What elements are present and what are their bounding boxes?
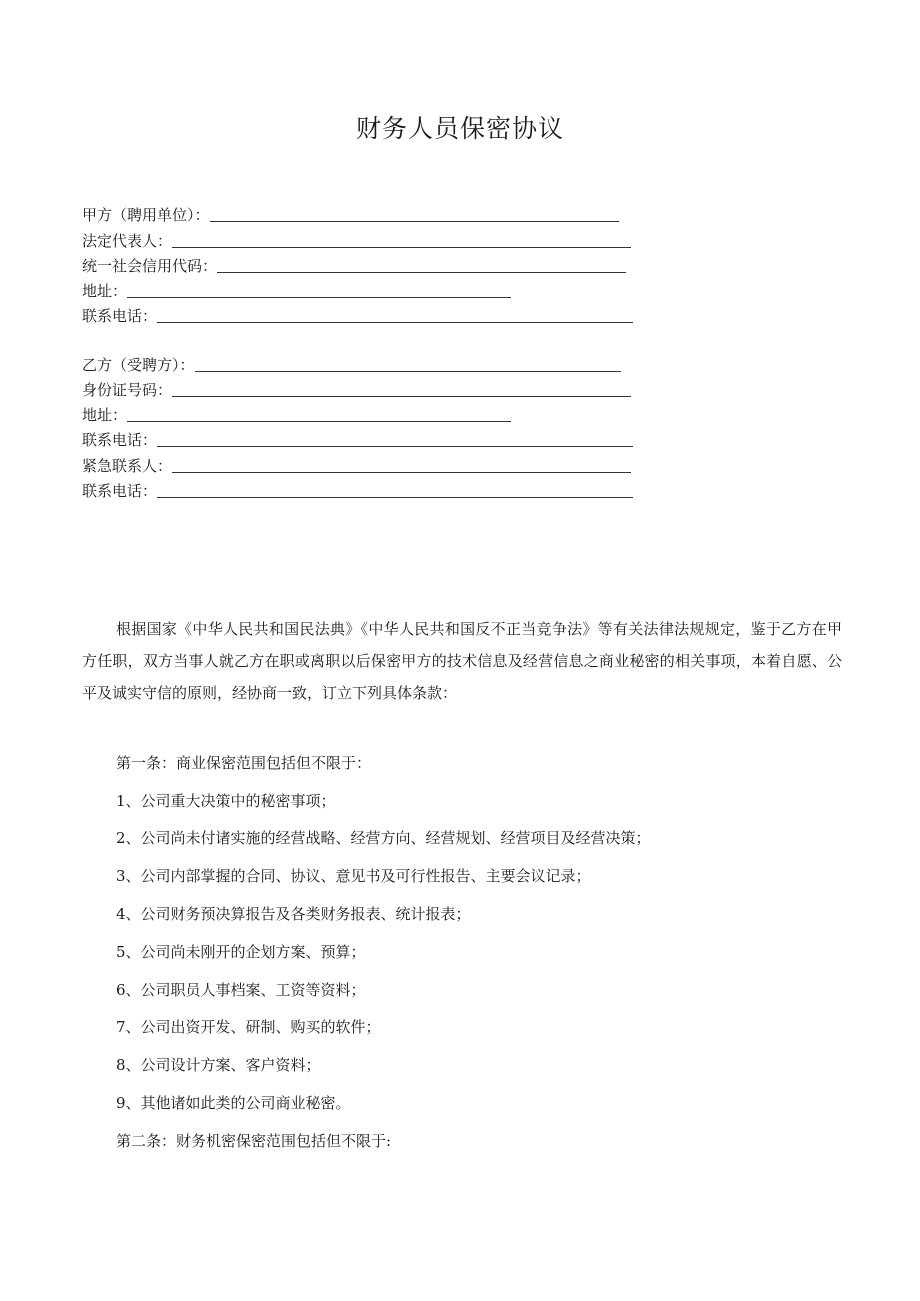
party-b-phone-blank[interactable] — [157, 430, 633, 447]
document-title: 财务人员保密协议 — [355, 114, 564, 143]
party-b-address-field[interactable] — [82, 403, 511, 425]
party-a-name-label: 甲方（聘用单位）： — [82, 206, 210, 224]
party-b-phone-label: 联系电话： — [82, 431, 158, 449]
article-1-item: 2、公司尚未付诸实施的经营战略、经营方向、经营规划、经营项目及经营决策； — [116, 829, 651, 847]
article-1-item: 1、公司重大决策中的秘密事项； — [116, 792, 336, 810]
article-1-item: 3、公司内部掌握的合同、协议、意见书及可行性报告、主要会议记录； — [116, 867, 591, 885]
party-a-phone-blank[interactable] — [157, 306, 633, 323]
party-b-emergency-contact-field[interactable] — [82, 454, 631, 476]
party-a-phone-label: 联系电话： — [82, 307, 158, 325]
party-b-emergency-phone-blank[interactable] — [157, 481, 633, 498]
party-b-id-field[interactable] — [82, 378, 631, 400]
article-1-heading: 第一条：商业保密范围包括但不限于： — [116, 754, 372, 772]
party-a-credit-code-field[interactable] — [82, 254, 626, 276]
party-a-credit-code-blank[interactable] — [217, 256, 626, 273]
party-b-address-blank[interactable] — [127, 405, 511, 422]
article-1-item: 4、公司财务预决算报告及各类财务报表、统计报表； — [116, 905, 471, 923]
article-1-item: 8、公司设计方案、客户资料； — [116, 1056, 321, 1074]
party-a-name-field[interactable] — [82, 203, 619, 225]
party-b-phone-field[interactable] — [82, 428, 633, 450]
article-1-item: 5、公司尚未刚开的企划方案、预算； — [116, 943, 366, 961]
party-a-name-blank[interactable] — [210, 205, 619, 222]
party-b-emergency-phone-field[interactable] — [82, 479, 633, 501]
article-2-heading: 第二条：财务机密保密范围包括但不限于: — [116, 1132, 392, 1150]
party-b-id-blank[interactable] — [172, 380, 631, 397]
party-a-legal-rep-label: 法定代表人： — [82, 232, 173, 250]
party-a-legal-rep-field[interactable] — [82, 229, 631, 251]
party-a-credit-code-label: 统一社会信用代码： — [82, 257, 218, 275]
party-b-name-field[interactable] — [82, 353, 621, 375]
party-b-emergency-contact-label: 紧急联系人： — [82, 457, 173, 475]
party-a-address-blank[interactable] — [127, 281, 511, 298]
party-b-id-label: 身份证号码： — [82, 381, 173, 399]
article-1-item: 6、公司职员人事档案、工资等资料； — [116, 981, 366, 999]
party-a-phone-field[interactable] — [82, 304, 633, 326]
party-a-legal-rep-blank[interactable] — [172, 231, 631, 248]
party-b-name-blank[interactable] — [195, 355, 621, 372]
article-1-item: 7、公司出资开发、研制、购买的软件； — [116, 1018, 381, 1036]
party-b-address-label: 地址： — [82, 406, 128, 424]
article-1-item: 9、其他诸如此类的公司商业秘密。 — [116, 1094, 351, 1112]
party-a-address-field[interactable] — [82, 279, 511, 301]
party-b-name-label: 乙方（受聘方）： — [82, 356, 195, 374]
party-a-address-label: 地址： — [82, 282, 128, 300]
intro-paragraph: 根据国家《中华人民共和国民法典》《中华人民共和国反不正当竞争法》等有关法律法规规定，鉴于乙方在甲方任职，双方当事人就乙方在职或离职以后保密甲方的技术信息及经营信息之商业秘密的相关事项，本着自愿、公平及诚实守信的原则，经协商一致，订立下列具体条款： — [82, 620, 842, 702]
party-b-emergency-phone-label: 联系电话： — [82, 482, 158, 500]
party-b-emergency-contact-blank[interactable] — [172, 456, 631, 473]
